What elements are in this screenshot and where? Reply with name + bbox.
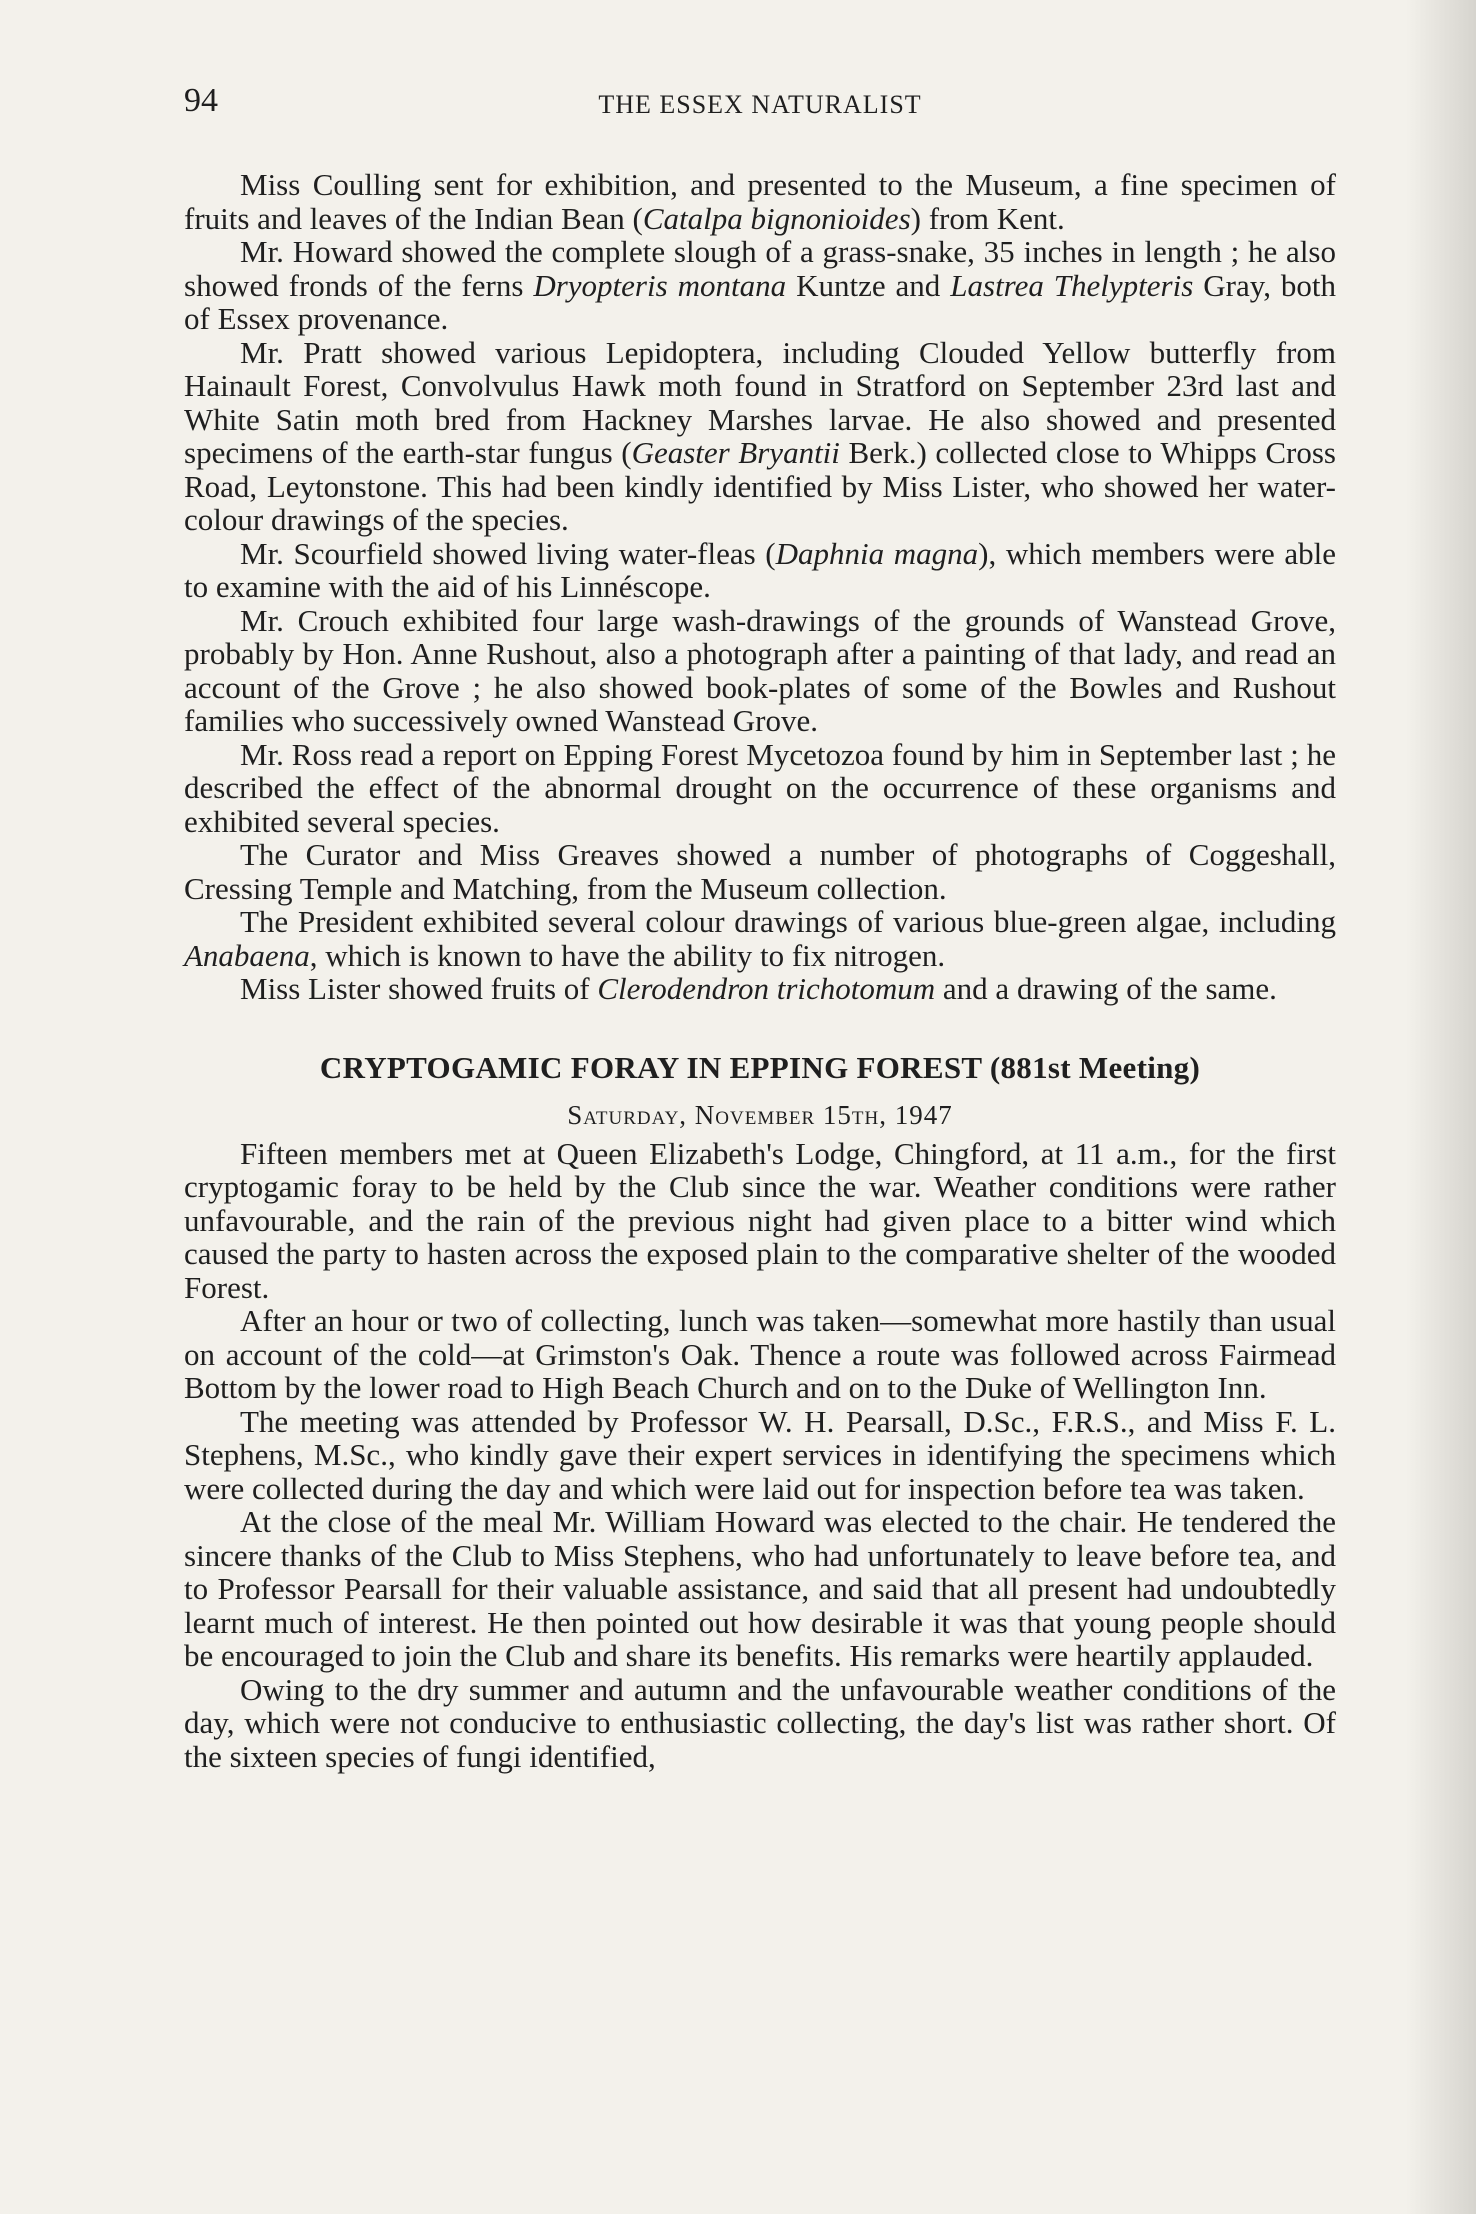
species-name: Daphnia magna xyxy=(775,535,979,571)
paragraph-crouch: Mr. Crouch exhibited four large wash-drawings of the grounds of Wanstead Grove, probably by Hon. Anne Rushout, also a photograph after a painting of that lady, and read an account of the Grove ; he also showed book-plates of some of the Bowles and Rushout families who successively owned Wanstead Grove. xyxy=(184,602,1336,738)
section-date: Saturday, November 15th, 1947 xyxy=(567,1099,953,1130)
species-name: Catalpa bignonioides xyxy=(642,200,911,236)
paragraph-foray-4: At the close of the meal Mr. William Howard was elected to the chair. He tendered the sincere thanks of the Club to Miss Stephens, who had unfortunately to leave before tea, and to Professor Pearsall for their valuable assistance, and said that all present had undoubtedly learnt much of interest. He then pointed out how desirable it was that young people should be encouraged to join the Club and share its benefits. His remarks were heartily applauded. xyxy=(184,1504,1336,1673)
species-name: Dryopteris montana xyxy=(533,267,787,303)
section-heading: CRYPTOGAMIC FORAY IN EPPING FOREST (881st Meeting) xyxy=(319,1049,1201,1085)
body-text xyxy=(184,168,1336,1773)
running-head xyxy=(184,82,1336,142)
paragraph-ross: Mr. Ross read a report on Epping Forest Mycetozoa found by him in September last ; he described the effect of the abnormal drought on the occurrence of these organisms and exhibited several species. xyxy=(184,736,1336,839)
journal-title: THE ESSEX NATURALIST xyxy=(598,90,922,119)
species-name: Clerodendron trichotomum xyxy=(597,971,936,1006)
paragraph-lister: Miss Lister showed fruits of Clerodendron trichotomum and a drawing of the same. xyxy=(240,971,1277,1006)
paragraph-foray-2: After an hour or two of collecting, lunch was taken—somewhat more hastily than usual on account of the cold—at Grimston's Oak. Thence a route was followed across Fairmead Bottom by the lower road to High Beach Church and on to the Duke of Wellington Inn. xyxy=(184,1303,1336,1405)
species-name: Anabaena xyxy=(184,937,310,973)
page-number: 94 xyxy=(184,82,218,119)
species-name: Lastrea Thelypteris xyxy=(950,267,1194,303)
paragraph-coulling: Miss Coulling sent for exhibition, and presented to the Museum, a fine specimen of fruits and leaves of the Indian Bean (Catalpa bignonioides) from Kent. xyxy=(184,167,1336,236)
paragraph-scourfield: Mr. Scourfield showed living water-fleas (Daphnia magna), which members were able to examine with the aid of his Linnéscope. xyxy=(184,535,1336,604)
document-page xyxy=(184,0,1336,1773)
page-edge-shadow xyxy=(1406,0,1476,2214)
species-name: Geaster Bryantii xyxy=(631,435,840,470)
paragraph-howard: Mr. Howard showed the complete slough of a grass-snake, 35 inches in length ; he also showed fronds of the ferns Dryopteris montana Kuntze and Lastrea Thelypteris Gray, both of Essex provenance. xyxy=(184,234,1337,336)
paragraph-president: The President exhibited several colour drawings of various blue-green algae, including Anabaena, which is known to have the ability to fix nitrogen. xyxy=(184,904,1336,973)
paragraph-foray-3: The meeting was attended by Professor W. H. Pearsall, D.Sc., F.R.S., and Miss F. L. Stephens, M.Sc., who kindly gave their expert services in identifying the specimens which were collected during the day and which were laid out for inspection before tea was taken. xyxy=(184,1403,1336,1506)
paragraph-foray-1: Fifteen members met at Queen Elizabeth's Lodge, Chingford, at 11 a.m., for the first cryptogamic foray to be held by the Club since the war. Weather conditions were rather unfavourable, and the rain of the previous night had given place to a bitter wind which caused the party to hasten across the exposed plain to the comparative shelter of the wooded Forest. xyxy=(184,1135,1336,1305)
paragraph-foray-5: Owing to the dry summer and autumn and the unfavourable weather conditions of the day, which were not conducive to enthusiastic collecting, the day's list was rather short. Of the sixteen species of fungi identified, xyxy=(184,1671,1336,1774)
paragraph-pratt: Mr. Pratt showed various Lepidoptera, including Clouded Yellow butterfly from Hainault Forest, Convolvulus Hawk moth found in Stratford on September 23rd last and White Satin moth bred from Hackney Marshes larvae. He also showed and presented specimens of the earth-star fungus (Geaster Bryantii Berk.) collected close to Whipps Cross Road, Leytonstone. This had been kindly identified by Miss Lister, who showed her water-colour drawings of the species. xyxy=(184,334,1336,537)
paragraph-curator: The Curator and Miss Greaves showed a number of photographs of Coggeshall, Cressing Temple and Matching, from the Museum collection. xyxy=(184,837,1336,906)
